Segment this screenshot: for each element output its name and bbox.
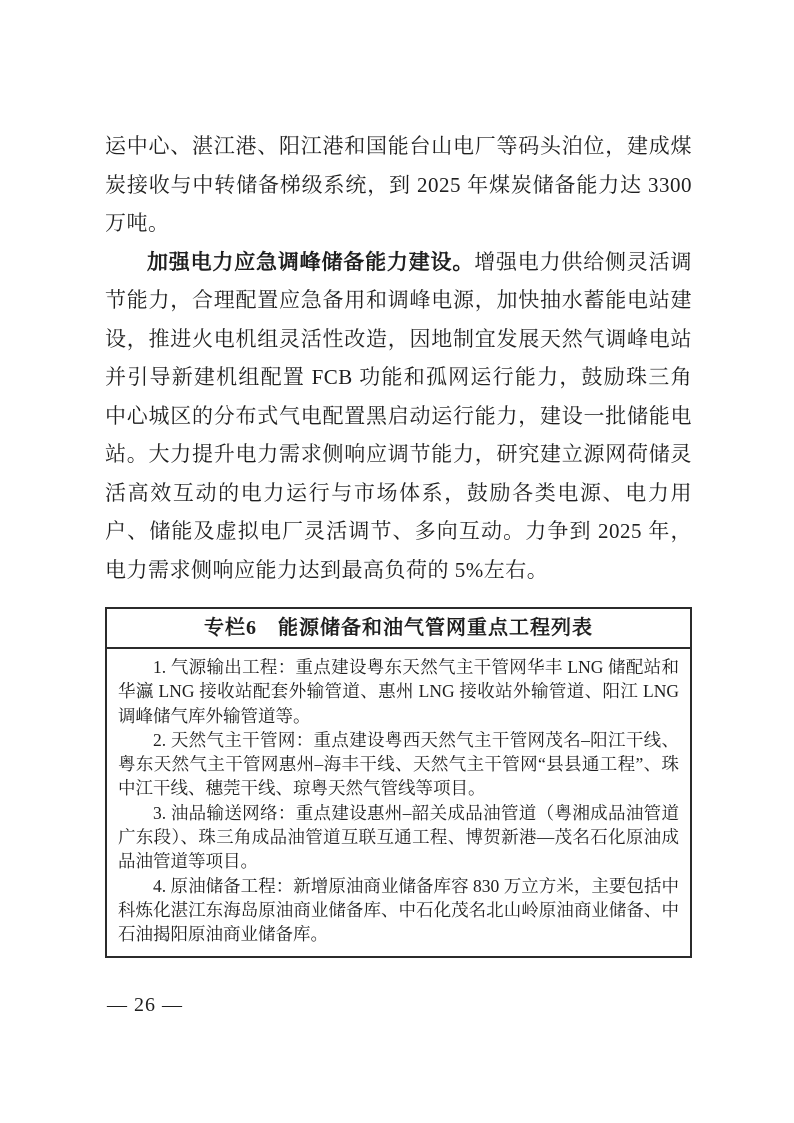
page-content (105, 127, 692, 958)
page-number: — 26 — (107, 994, 183, 1016)
paragraph-lead-bold: 加强电力应急调峰储备能力建设。 (147, 249, 475, 274)
callout-item-crude-oil-reserve: 4. 原油储备工程：新增原油商业储备库容 830 万立方米，主要包括中科炼化湛江东海岛原油商业储备库、中石化茂名北山岭原油商业储备、中石油揭阳原油商业储备库。 (118, 875, 679, 945)
paragraph-power-peak-reserve (105, 243, 692, 590)
callout-item-gas-trunk-network: 2. 天然气主干管网：重点建设粤西天然气主干管网茂名–阳江干线、粤东天然气主干管网惠州–海丰干线、天然气主干管网“县县通工程”、珠中江干线、穗莞干线、琼粤天然气管线等项目。 (118, 729, 679, 799)
paragraph-power-peak-reserve-text: 增强电力供给侧灵活调节能力，合理配置应急备用和调峰电源，加快抽水蓄能电站建设，推进火电机组灵活性改造，因地制宜发展天然气调峰电站并引导新建机组配置 FCB 功能和孤网运行能力，鼓励珠三角中心城区的分布式气电配置黑启动运行能力，建设一批储能电站。大力提升电力需求侧响应调节能力，研究建立源网荷储灵活高效互动的电力运行与市场体系，鼓励各类电源、电力用户、储能及虚拟电厂灵活调节、多向互动。力争到 2025 年，电力需求侧响应能力达到最高负荷的 5%左右。 (105, 249, 692, 582)
callout-item-oil-transport-network: 3. 油品输送网络：重点建设惠州–韶关成品油管道（粤湘成品油管道广东段）、珠三角成品油管道互联互通工程、博贺新港—茂名石化原油成品油管道等项目。 (118, 802, 679, 872)
callout-box-title: 专栏6 能源储备和油气管网重点工程列表 (107, 609, 690, 649)
paragraph-coal-storage (105, 127, 692, 243)
callout-box-body (107, 649, 690, 956)
callout-box-column6 (105, 607, 692, 958)
paragraph-coal-storage-text: 运中心、湛江港、阳江港和国能台山电厂等码头泊位，建成煤炭接收与中转储备梯级系统，到 2025 年煤炭储备能力达 3300 万吨。 (105, 134, 692, 235)
callout-item-gas-source: 1. 气源输出工程：重点建设粤东天然气主干管网华丰 LNG 储配站和华瀛 LNG 接收站配套外输管道、惠州 LNG 接收站外输管道、阳江 LNG 调峰储气库外输管道等。 (118, 657, 679, 726)
